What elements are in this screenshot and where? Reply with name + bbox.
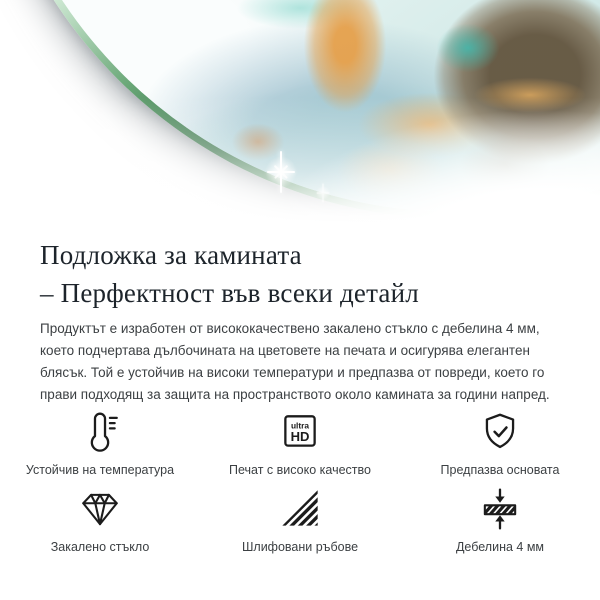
thermometer-icon — [77, 409, 123, 455]
feature-label: Закалено стъкло — [50, 539, 150, 554]
page-title-line2: – Перфектност във всеки детайл — [40, 277, 419, 308]
product-image — [0, 0, 600, 232]
feature-label: Дебелина 4 мм — [455, 539, 545, 554]
page-title-line1: Подложка за камината — [40, 240, 302, 270]
ultra-hd-text-bottom: HD — [290, 428, 310, 444]
feature-grid — [0, 409, 600, 554]
ultra-hd-text-top: ultra — [290, 419, 310, 430]
feature-tempered-glass — [0, 486, 200, 554]
polished-edges-icon — [277, 486, 323, 532]
photo-white-fade — [0, 0, 600, 232]
shield-check-icon — [477, 409, 523, 455]
product-description: Продуктът е изработен от висококачествено закалено стъкло с дебелина 4 мм, което подчертава дълбочината на цветовете на печата и осигурява елегантен блясък. Той е устойчив на високи температури и предпазва от повреди, което го прави подходящ за защита на пространството около камината за години напред. — [40, 320, 550, 402]
thickness-icon — [477, 486, 523, 532]
feature-polished-edges — [200, 486, 400, 554]
feature-label: Устойчив на температура — [25, 462, 175, 477]
diamond-icon — [77, 486, 123, 532]
feature-protects-base — [400, 409, 600, 477]
feature-label: Предпазва основата — [440, 462, 560, 477]
feature-print-quality — [200, 409, 400, 477]
feature-label: Печат с високо качество — [229, 462, 371, 477]
ultra-hd-icon — [277, 409, 323, 455]
feature-thickness — [400, 486, 600, 554]
feature-temperature-resistant — [0, 409, 200, 477]
feature-label: Шлифовани ръбове — [241, 539, 359, 554]
page-title — [40, 237, 560, 313]
